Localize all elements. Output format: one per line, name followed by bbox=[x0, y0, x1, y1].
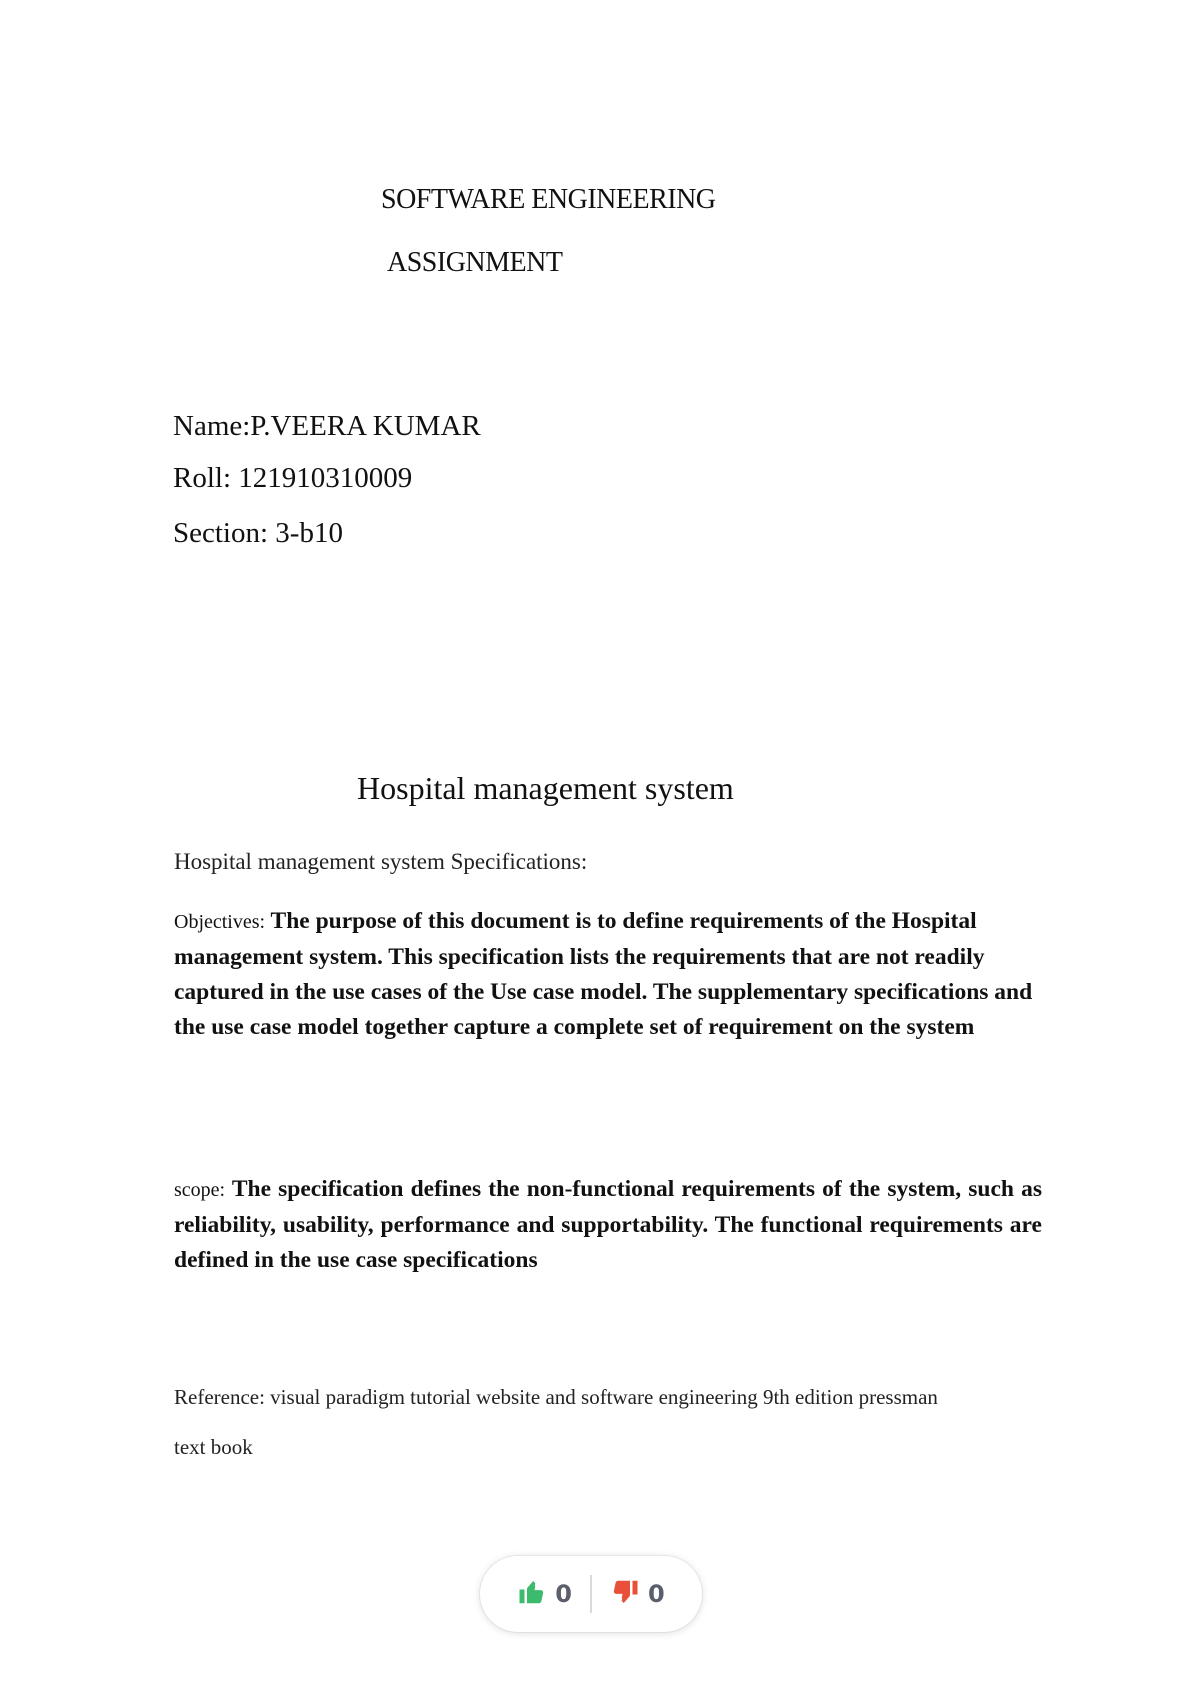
downvote-count: 0 bbox=[648, 1580, 665, 1608]
vote-widget bbox=[480, 1556, 702, 1632]
reference-line-continued: text book bbox=[174, 1435, 253, 1459]
objectives-paragraph bbox=[174, 904, 1042, 1045]
student-roll: Roll: 121910310009 bbox=[173, 462, 413, 494]
scope-label: scope: bbox=[174, 1179, 226, 1201]
downvote-button[interactable] bbox=[602, 1577, 673, 1611]
thumbs-up-icon bbox=[517, 1577, 547, 1611]
objectives-text: The purpose of this document is to define requirements of the Hospital management system. This specification lists the requirements that are not readily captured in the use cases of the Use case model. The supplementary specifications and the use case model together capture a complete set of requirement on the system bbox=[174, 908, 1033, 1040]
thumbs-down-icon bbox=[610, 1577, 640, 1611]
upvote-button[interactable] bbox=[509, 1577, 580, 1611]
student-name: Name:P.VEERA KUMAR bbox=[173, 410, 481, 442]
scope-text: The specification defines the non-functional requirements of the system, such as reliability, usability, performance and supportability. The functional requirements are defined in the use case specifications bbox=[174, 1176, 1043, 1273]
scope-paragraph bbox=[174, 1172, 1042, 1278]
objectives-label: Objectives: bbox=[174, 911, 266, 933]
assignment-subtitle: ASSIGNMENT bbox=[387, 247, 563, 278]
reference-line: Reference: visual paradigm tutorial website and software engineering 9th edition pressman bbox=[174, 1385, 938, 1409]
document-heading: Hospital management system bbox=[357, 770, 734, 806]
upvote-count: 0 bbox=[555, 1580, 572, 1608]
specifications-heading: Hospital management system Specifications: bbox=[174, 849, 588, 874]
vote-divider bbox=[590, 1575, 592, 1613]
assignment-title: SOFTWARE ENGINEERING bbox=[381, 184, 716, 215]
student-section: Section: 3-b10 bbox=[173, 517, 343, 549]
